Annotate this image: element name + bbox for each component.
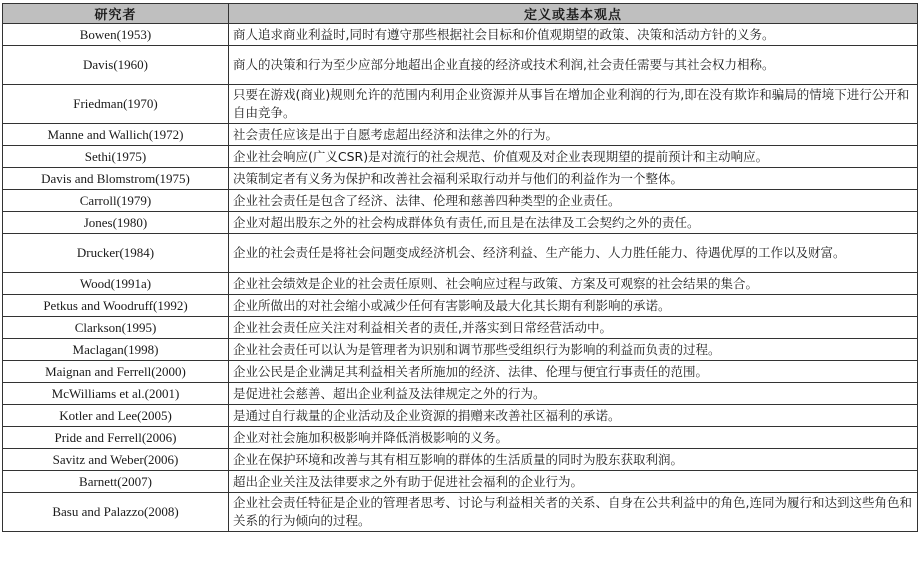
table-row: [3, 168, 918, 190]
csr-definitions-table: [2, 3, 918, 532]
researcher-cell: Maclagan(1998): [3, 339, 229, 361]
definition-cell: 商人的决策和行为至少应部分地超出企业直接的经济或技术利润,社会责任需要与其社会权力相称。: [229, 46, 918, 85]
definition-cell: 企业对超出股东之外的社会构成群体负有责任,而且是在法律及工会契约之外的责任。: [229, 212, 918, 234]
table-row: [3, 124, 918, 146]
table-row: [3, 339, 918, 361]
definition-cell: 社会责任应该是出于自愿考虑超出经济和法律之外的行为。: [229, 124, 918, 146]
definition-cell: 是促进社会慈善、超出企业利益及法律规定之外的行为。: [229, 383, 918, 405]
researcher-cell: Carroll(1979): [3, 190, 229, 212]
definition-cell: 企业所做出的对社会缩小或减少任何有害影响及最大化其长期有利影响的承诺。: [229, 295, 918, 317]
table-row: [3, 24, 918, 46]
table-row: [3, 85, 918, 124]
definition-cell: 企业在保护环境和改善与其有相互影响的群体的生活质量的同时为股东获取利润。: [229, 449, 918, 471]
researcher-cell: Basu and Palazzo(2008): [3, 493, 229, 532]
researcher-cell: Petkus and Woodruff(1992): [3, 295, 229, 317]
table-row: [3, 449, 918, 471]
definition-cell: 是通过自行裁量的企业活动及企业资源的捐赠来改善社区福利的承诺。: [229, 405, 918, 427]
table-row: [3, 273, 918, 295]
definition-cell: 企业社会责任应关注对利益相关者的责任,并落实到日常经营活动中。: [229, 317, 918, 339]
definition-cell: 只要在游戏(商业)规则允许的范围内利用企业资源并从事旨在增加企业利润的行为,即在没有欺诈和骗局的情境下进行公开和自由竞争。: [229, 85, 918, 124]
table-row: [3, 146, 918, 168]
researcher-cell: Sethi(1975): [3, 146, 229, 168]
researcher-cell: Pride and Ferrell(2006): [3, 427, 229, 449]
table-row: [3, 361, 918, 383]
researcher-cell: Wood(1991a): [3, 273, 229, 295]
header-researcher: 研究者: [3, 4, 229, 24]
table-row: [3, 471, 918, 493]
table-row: [3, 383, 918, 405]
table-header: [3, 4, 918, 24]
definition-cell: 企业社会绩效是企业的社会责任原则、社会响应过程与政策、方案及可观察的社会结果的集合。: [229, 273, 918, 295]
table-row: [3, 427, 918, 449]
definition-cell: 决策制定者有义务为保护和改善社会福利采取行动并与他们的利益作为一个整体。: [229, 168, 918, 190]
definition-cell: 企业对社会施加积极影响并降低消极影响的义务。: [229, 427, 918, 449]
researcher-cell: Manne and Wallich(1972): [3, 124, 229, 146]
researcher-cell: Drucker(1984): [3, 234, 229, 273]
header-definition: 定义或基本观点: [229, 4, 918, 24]
table-row: [3, 295, 918, 317]
table-body: [3, 24, 918, 532]
definition-cell: 企业社会责任可以认为是管理者为识别和调节那些受组织行为影响的利益而负责的过程。: [229, 339, 918, 361]
table-row: [3, 234, 918, 273]
researcher-cell: Jones(1980): [3, 212, 229, 234]
table-row: [3, 46, 918, 85]
definition-cell: 企业社会责任是包含了经济、法律、伦理和慈善四种类型的企业责任。: [229, 190, 918, 212]
definition-cell: 商人追求商业利益时,同时有遵守那些根据社会目标和价值观期望的政策、决策和活动方针的义务。: [229, 24, 918, 46]
definition-cell: 超出企业关注及法律要求之外有助于促进社会福利的企业行为。: [229, 471, 918, 493]
header-row: [3, 4, 918, 24]
table-row: [3, 405, 918, 427]
researcher-cell: Friedman(1970): [3, 85, 229, 124]
researcher-cell: McWilliams et al.(2001): [3, 383, 229, 405]
researcher-cell: Maignan and Ferrell(2000): [3, 361, 229, 383]
researcher-cell: Savitz and Weber(2006): [3, 449, 229, 471]
researcher-cell: Bowen(1953): [3, 24, 229, 46]
table-row: [3, 493, 918, 532]
researcher-cell: Barnett(2007): [3, 471, 229, 493]
table-row: [3, 317, 918, 339]
researcher-cell: Clarkson(1995): [3, 317, 229, 339]
definition-cell: 企业的社会责任是将社会问题变成经济机会、经济利益、生产能力、人力胜任能力、待遇优厚的工作以及财富。: [229, 234, 918, 273]
definition-cell: 企业社会责任特征是企业的管理者思考、讨论与利益相关者的关系、自身在公共利益中的角色,连同为履行和达到这些角色和关系的行为倾向的过程。: [229, 493, 918, 532]
definition-cell: 企业公民是企业满足其利益相关者所施加的经济、法律、伦理与便宜行事责任的范围。: [229, 361, 918, 383]
definition-cell: 企业社会响应(广义CSR)是对流行的社会规范、价值观及对企业表现期望的提前预计和主动响应。: [229, 146, 918, 168]
table-row: [3, 190, 918, 212]
table-row: [3, 212, 918, 234]
researcher-cell: Davis and Blomstrom(1975): [3, 168, 229, 190]
researcher-cell: Kotler and Lee(2005): [3, 405, 229, 427]
researcher-cell: Davis(1960): [3, 46, 229, 85]
